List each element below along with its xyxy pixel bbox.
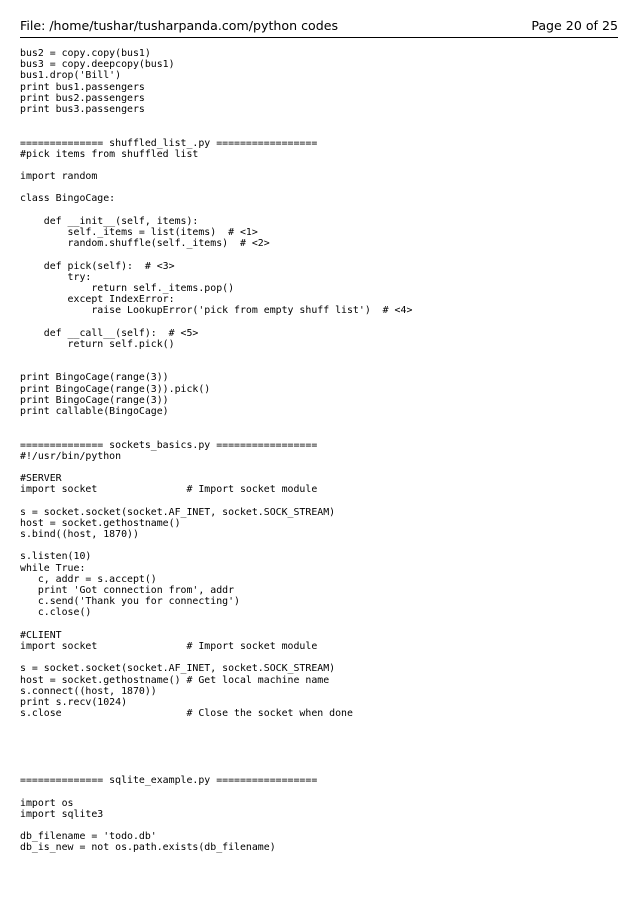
code-line: c, addr = s.accept() [20, 573, 157, 585]
code-line [20, 652, 620, 663]
code-line: s.listen(10) [20, 551, 92, 563]
code-line: import random [20, 171, 98, 183]
code-line: import socket # Import socket module [20, 484, 318, 496]
code-line [20, 764, 620, 775]
code-line: while True: [20, 562, 86, 574]
code-line: s.close # Close the socket when done [20, 708, 353, 720]
code-line: return self._items.pop() [20, 282, 235, 294]
code-line: print BingoCage(range(3)) [20, 372, 169, 384]
code-line [20, 719, 620, 730]
code-line: bus2 = copy.copy(bus1) [20, 48, 151, 59]
code-line [20, 820, 620, 831]
code-line: print s.recv(1024) [20, 696, 128, 708]
page-number-label: Page 20 of 25 [531, 18, 618, 33]
code-line: self._items = list(items) # <1> [20, 227, 258, 238]
code-line: ============== shuffled_list_.py ================= [20, 137, 318, 149]
code-line: db_filename = 'todo.db' [20, 831, 157, 843]
code-line [20, 619, 620, 630]
page-header [20, 18, 618, 36]
code-line: db_is_new = not os.path.exists(db_filename) [20, 842, 276, 854]
code-line [20, 786, 620, 797]
code-line: ============== sqlite_example.py ================= [20, 775, 318, 787]
code-line [20, 126, 620, 137]
code-line: print bus2.passengers [20, 92, 145, 104]
code-listing [20, 48, 620, 854]
code-line [20, 317, 620, 328]
file-path-label: File: /home/tushar/tusharpanda.com/python codes [20, 18, 339, 33]
code-line: def __call__(self): # <5> [20, 327, 199, 339]
code-line: s.connect((host, 1870)) [20, 685, 157, 697]
code-line: host = socket.gethostname() # Get local machine name [20, 674, 330, 686]
code-line: return self.pick() [20, 338, 175, 350]
code-line [20, 205, 620, 216]
code-line [20, 428, 620, 439]
code-line: print bus1.passengers [20, 81, 145, 93]
code-line [20, 350, 620, 361]
code-line: s.bind((host, 1870)) [20, 529, 139, 541]
code-line [20, 540, 620, 551]
code-line [20, 730, 620, 741]
code-line: print bus3.passengers [20, 103, 145, 115]
code-line: class BingoCage: [20, 193, 116, 205]
code-line [20, 753, 620, 764]
code-line: except IndexError: [20, 294, 175, 306]
code-line: bus1.drop('Bill') [20, 70, 122, 82]
code-line: random.shuffle(self._items) # <2> [20, 238, 270, 250]
code-line: print BingoCage(range(3)) [20, 394, 169, 406]
code-line [20, 361, 620, 372]
code-line: #!/usr/bin/python [20, 450, 122, 462]
code-line: raise LookupError('pick from empty shuff list') # <4> [20, 305, 413, 317]
code-line: s = socket.socket(socket.AF_INET, socket.SOCK_STREAM) [20, 663, 336, 675]
code-line [20, 742, 620, 753]
code-line [20, 160, 620, 171]
code-line: print 'Got connection from', addr [20, 585, 235, 596]
code-line [20, 496, 620, 507]
code-line [20, 417, 620, 428]
code-line: import os [20, 797, 74, 809]
code-line [20, 182, 620, 193]
code-line: print BingoCage(range(3)).pick() [20, 383, 211, 395]
code-line: bus3 = copy.deepcopy(bus1) [20, 59, 175, 71]
code-line: #SERVER [20, 473, 62, 485]
code-line: #CLIENT [20, 629, 62, 641]
code-line: c.send('Thank you for connecting') [20, 596, 240, 608]
code-line: def __init__(self, items): [20, 215, 199, 227]
code-line: def pick(self): # <3> [20, 260, 175, 272]
code-line: #pick items from shuffled list [20, 148, 199, 160]
code-line [20, 462, 620, 473]
code-line: try: [20, 271, 92, 283]
code-line: host = socket.gethostname() [20, 517, 181, 529]
code-line: import socket # Import socket module [20, 640, 318, 652]
code-line: import sqlite3 [20, 808, 104, 820]
code-line: s = socket.socket(socket.AF_INET, socket.SOCK_STREAM) [20, 506, 336, 518]
code-line: ============== sockets_basics.py ================= [20, 439, 318, 451]
code-line [20, 249, 620, 260]
code-line [20, 115, 620, 126]
code-line: c.close() [20, 607, 92, 619]
code-line: print callable(BingoCage) [20, 406, 169, 417]
header-divider [20, 37, 618, 38]
